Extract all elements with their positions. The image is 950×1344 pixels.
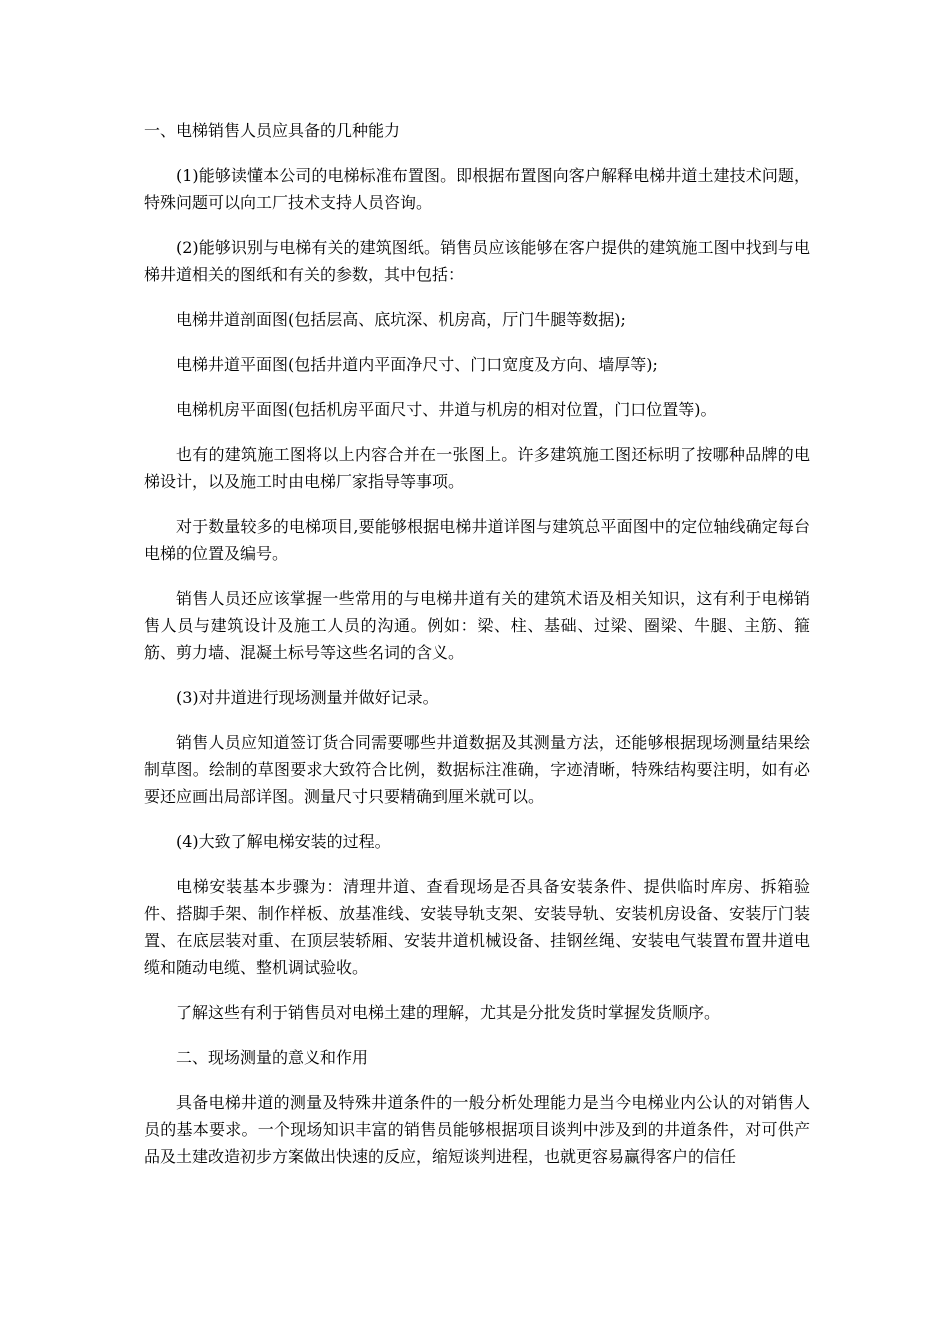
paragraph-9: (3)对井道进行现场测量并做好记录。 bbox=[176, 688, 439, 707]
paragraph-4: 电梯井道平面图(包括井道内平面净尺寸、门口宽度及方向、墙厚等); bbox=[176, 355, 658, 374]
section-heading-1: 一、电梯销售人员应具备的几种能力 bbox=[144, 121, 401, 140]
paragraph-13: 了解这些有利于销售员对电梯土建的理解，尤其是分批发货时掌握发货顺序。 bbox=[176, 1003, 721, 1022]
paragraph-1: (1)能够读懂本公司的电梯标准布置图。即根据布置图向客户解释电梯井道土建技术问题，特殊问题可以向工厂技术支持人员咨询。 bbox=[144, 166, 810, 212]
paragraph-8: 销售人员还应该掌握一些常用的与电梯井道有关的建筑术语及相关知识，这有利于电梯销售人员与建筑设计及施工人员的沟通。例如：梁、柱、基础、过梁、圈梁、牛腿、主筋、箍筋、剪力墙、混凝土标号等这些名词的含义。 bbox=[144, 589, 810, 662]
paragraph-7: 对于数量较多的电梯项目,要能够根据电梯井道详图与建筑总平面图中的定位轴线确定每台电梯的位置及编号。 bbox=[144, 517, 810, 563]
paragraph-10: 销售人员应知道签订货合同需要哪些井道数据及其测量方法，还能够根据现场测量结果绘制草图。绘制的草图要求大致符合比例，数据标注准确，字迹清晰，特殊结构要注明，如有必要还应画出局部详图。测量尺寸只要精确到厘米就可以。 bbox=[144, 733, 810, 806]
section-heading-2: 二、现场测量的意义和作用 bbox=[176, 1048, 369, 1067]
paragraph-14: 具备电梯井道的测量及特殊井道条件的一般分析处理能力是当今电梯业内公认的对销售人员的基本要求。一个现场知识丰富的销售员能够根据项目谈判中涉及到的井道条件，对可供产品及土建改造初步方案做出快速的反应，缩短谈判进程，也就更容易赢得客户的信任 bbox=[144, 1093, 810, 1166]
paragraph-5: 电梯机房平面图(包括机房平面尺寸、井道与机房的相对位置，门口位置等)。 bbox=[176, 400, 717, 419]
paragraph-6: 也有的建筑施工图将以上内容合并在一张图上。许多建筑施工图还标明了按哪种品牌的电梯设计，以及施工时由电梯厂家指导等事项。 bbox=[144, 445, 810, 491]
paragraph-12: 电梯安装基本步骤为：清理井道、查看现场是否具备安装条件、提供临时库房、拆箱验件、搭脚手架、制作样板、放基准线、安装导轨支架、安装导轨、安装机房设备、安装厅门装置、在底层装对重、在顶层装轿厢、安装井道机械设备、挂钢丝绳、安装电气装置布置井道电缆和随动电缆、整机调试验收。 bbox=[144, 877, 810, 977]
paragraph-3: 电梯井道剖面图(包括层高、底坑深、机房高，厅门牛腿等数据); bbox=[176, 310, 626, 329]
paragraph-2: (2)能够识别与电梯有关的建筑图纸。销售员应该能够在客户提供的建筑施工图中找到与电梯井道相关的图纸和有关的参数，其中包括： bbox=[144, 238, 810, 284]
paragraph-11: (4)大致了解电梯安装的过程。 bbox=[176, 832, 391, 851]
document-body bbox=[144, 117, 810, 1188]
